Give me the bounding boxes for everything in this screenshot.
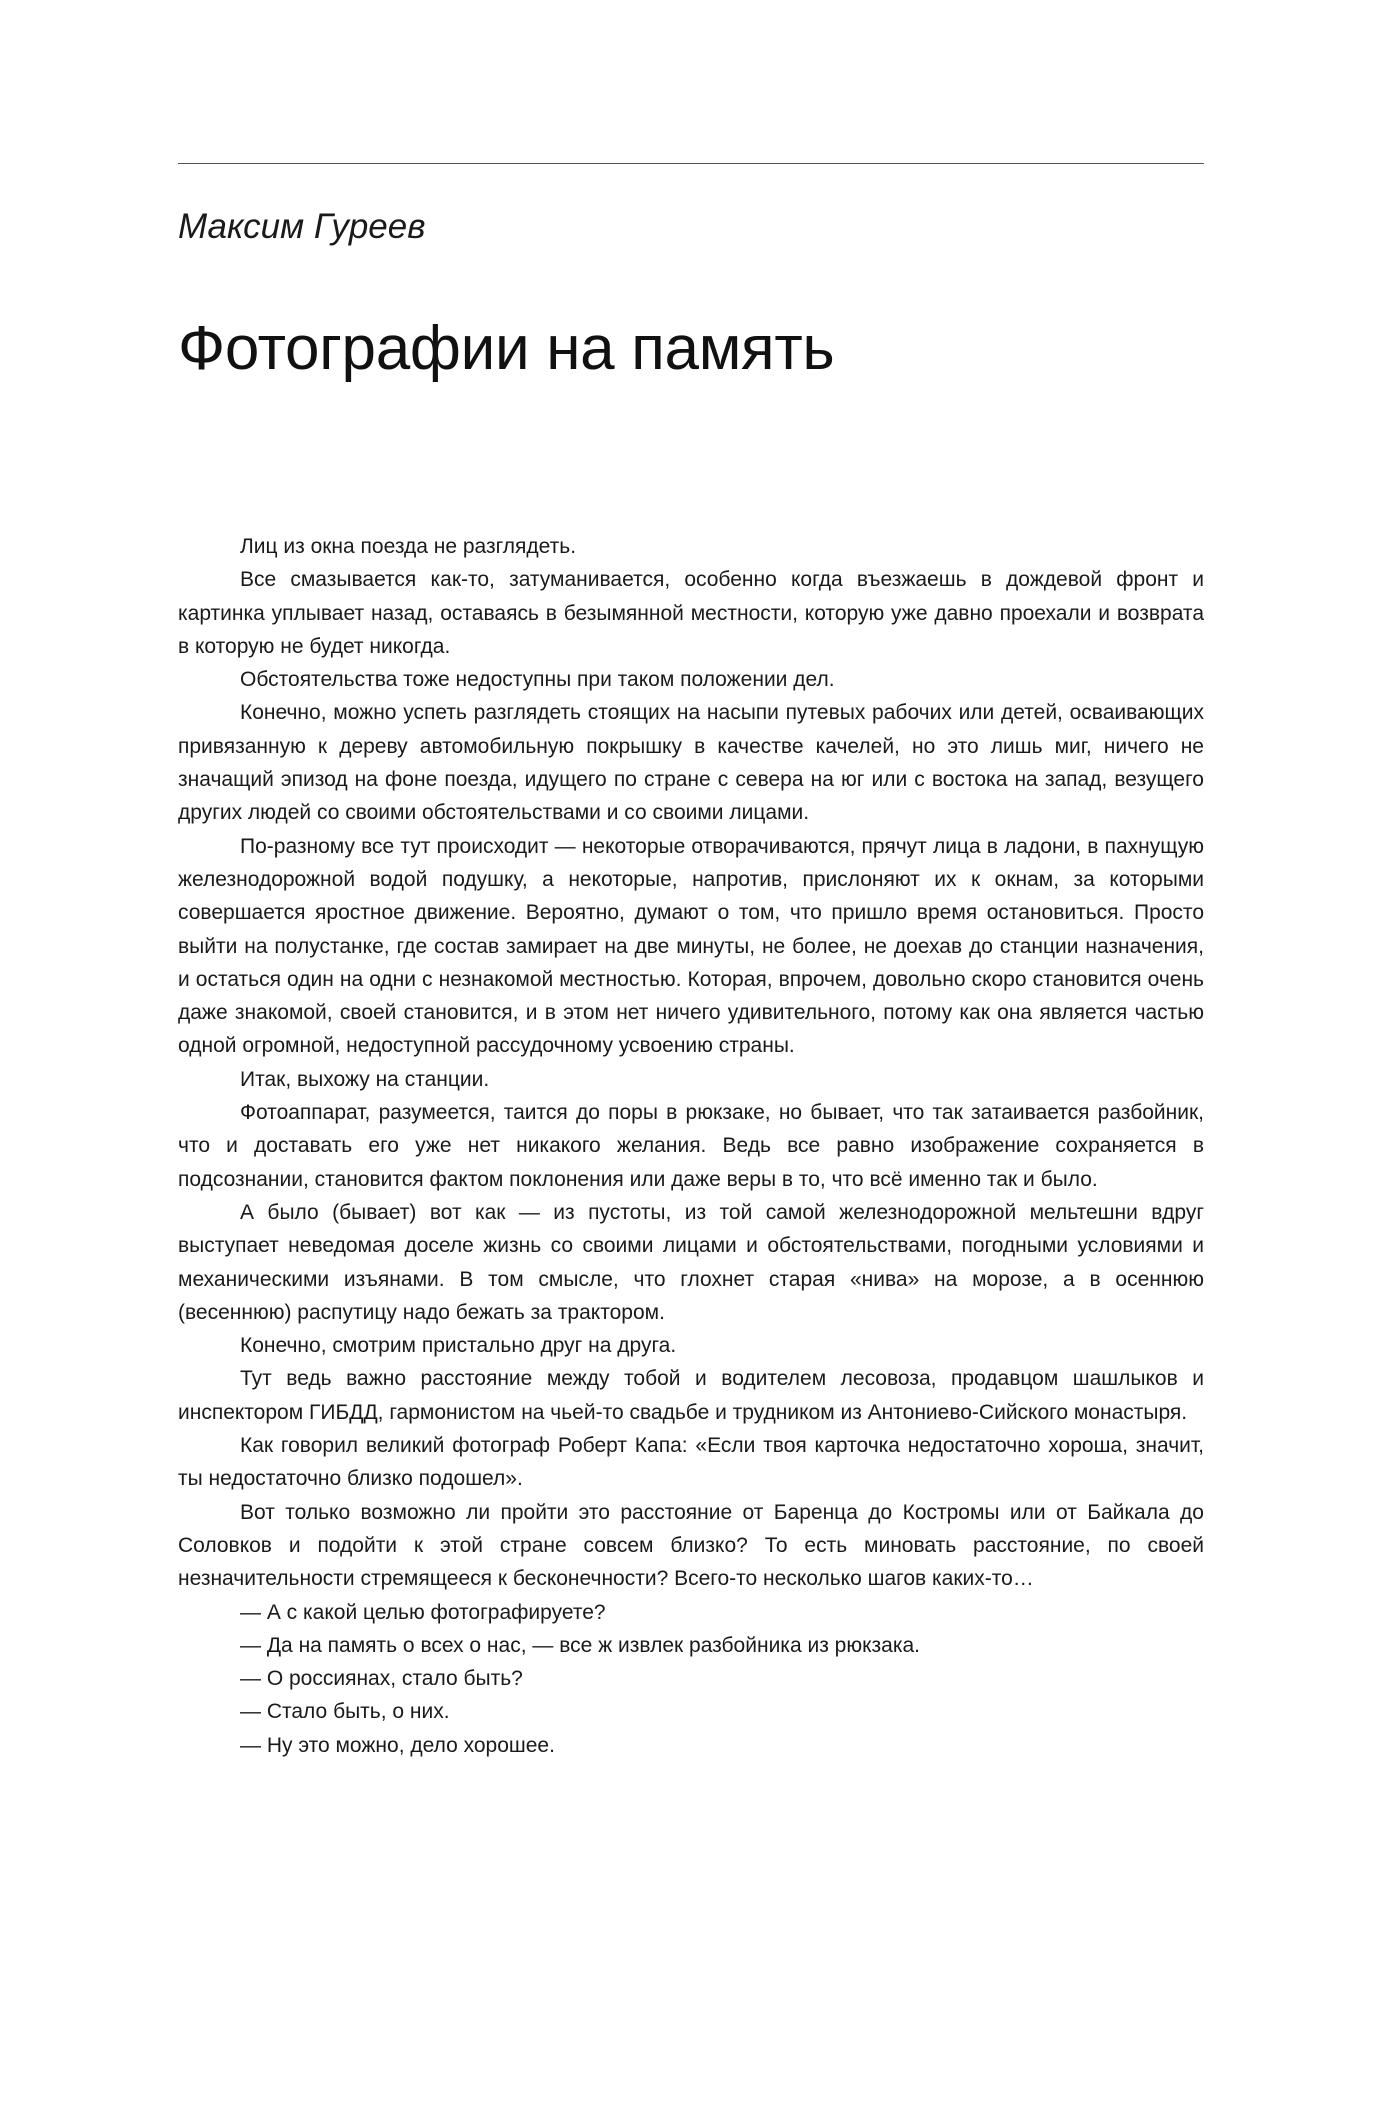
dialogue-line-4: — Стало быть, о них.: [240, 1700, 450, 1724]
paragraph-5: По-разному все тут происходит — некоторые отворачиваются, прячут лица в ладони, в пахнущую железнодорожной водой подушку, а некоторые, напротив, прислоняют их к окнам, за которыми совершается яростное движение. Вероятно, думают о том, что пришло время остановиться. Просто выйти на полустанке, где состав замирает на две минуты, не более, не доехав до станции назначения, и остаться один на одни с незнакомой местностью. Которая, впрочем, довольно скоро становится очень даже знакомой, своей становится, и в этом нет ничего удивительного, потому как она является частью одной огромной, недоступной рассудочному усвоению страны.: [178, 834, 1204, 1058]
dialogue-line-5: — Ну это можно, дело хорошее.: [240, 1733, 555, 1757]
paragraph-11: Как говорил великий фотограф Роберт Капа: «Если твоя карточка недостаточно хороша, значит, ты недостаточно близко подошел».: [178, 1434, 1204, 1491]
article-title: Фотографии на память: [178, 314, 835, 383]
paragraph-7: Фотоаппарат, разумеется, таится до поры в рюкзаке, но бывает, что так затаивается разбойник, что и доставать его уже нет никакого желания. Ведь все равно изображение сохраняется в подсознании, становится фактом поклонения или даже веры в то, что всё именно так и было.: [178, 1101, 1204, 1191]
paragraph-2: Все смазывается как-то, затуманивается, особенно когда въезжаешь в дождевой фронт и картинка уплывает назад, оставаясь в безымянной местности, которую уже давно проехали и возврата в которую не будет никогда.: [178, 568, 1204, 658]
paragraph-3: Обстоятельства тоже недоступны при таком положении дел.: [240, 668, 835, 692]
paragraph-6: Итак, выхожу на станции.: [240, 1067, 490, 1091]
article-body: [178, 530, 1204, 1762]
paragraph-12: Вот только возможно ли пройти это расстояние от Баренца до Костромы или от Байкала до Соловков и подойти к этой стране совсем близко? То есть миновать расстояние, по своей незначительности стремящееся к бесконечности? Всего-то несколько шагов каких-то…: [178, 1500, 1204, 1591]
dialogue-line-2: — Да на память о всех о нас, — все ж извлек разбойника из рюкзака.: [240, 1633, 920, 1657]
paragraph-1: Лиц из окна поезда не разглядеть.: [240, 535, 577, 558]
paragraph-8: А было (бывает) вот как — из пустоты, из той самой железнодорожной мельтешни вдруг выступает неведомая доселе жизнь со своими лицами и обстоятельствами, погодными условиями и механическими изъянами. В том смысле, что глохнет старая «нива» на морозе, а в осеннюю (весеннюю) распутицу надо бежать за трактором.: [178, 1200, 1204, 1324]
author-name: Максим Гуреев: [178, 207, 426, 246]
paragraph-10: Тут ведь важно расстояние между тобой и водителем лесовоза, продавцом шашлыков и инспектором ГИБДД, гармонистом на чьей-то свадьбе и трудником из Антониево-Сийского монастыря.: [178, 1367, 1204, 1424]
dialogue-line-1: — А с какой целью фотографируете?: [240, 1600, 606, 1624]
header-rule: [178, 163, 1204, 164]
document-page: [178, 0, 1204, 2111]
paragraph-9: Конечно, смотрим пристально друг на друга.: [240, 1334, 677, 1358]
paragraph-4: Конечно, можно успеть разглядеть стоящих на насыпи путевых рабочих или детей, осваивающих привязанную к дереву автомобильную покрышку в качестве качелей, но это лишь миг, ничего не значащий эпизод на фоне поезда, идущего по стране с севера на юг или с востока на запад, везущего других людей со своими обстоятельствами и со своими лицами.: [178, 701, 1204, 825]
dialogue-line-3: — О россиянах, стало быть?: [240, 1667, 523, 1691]
